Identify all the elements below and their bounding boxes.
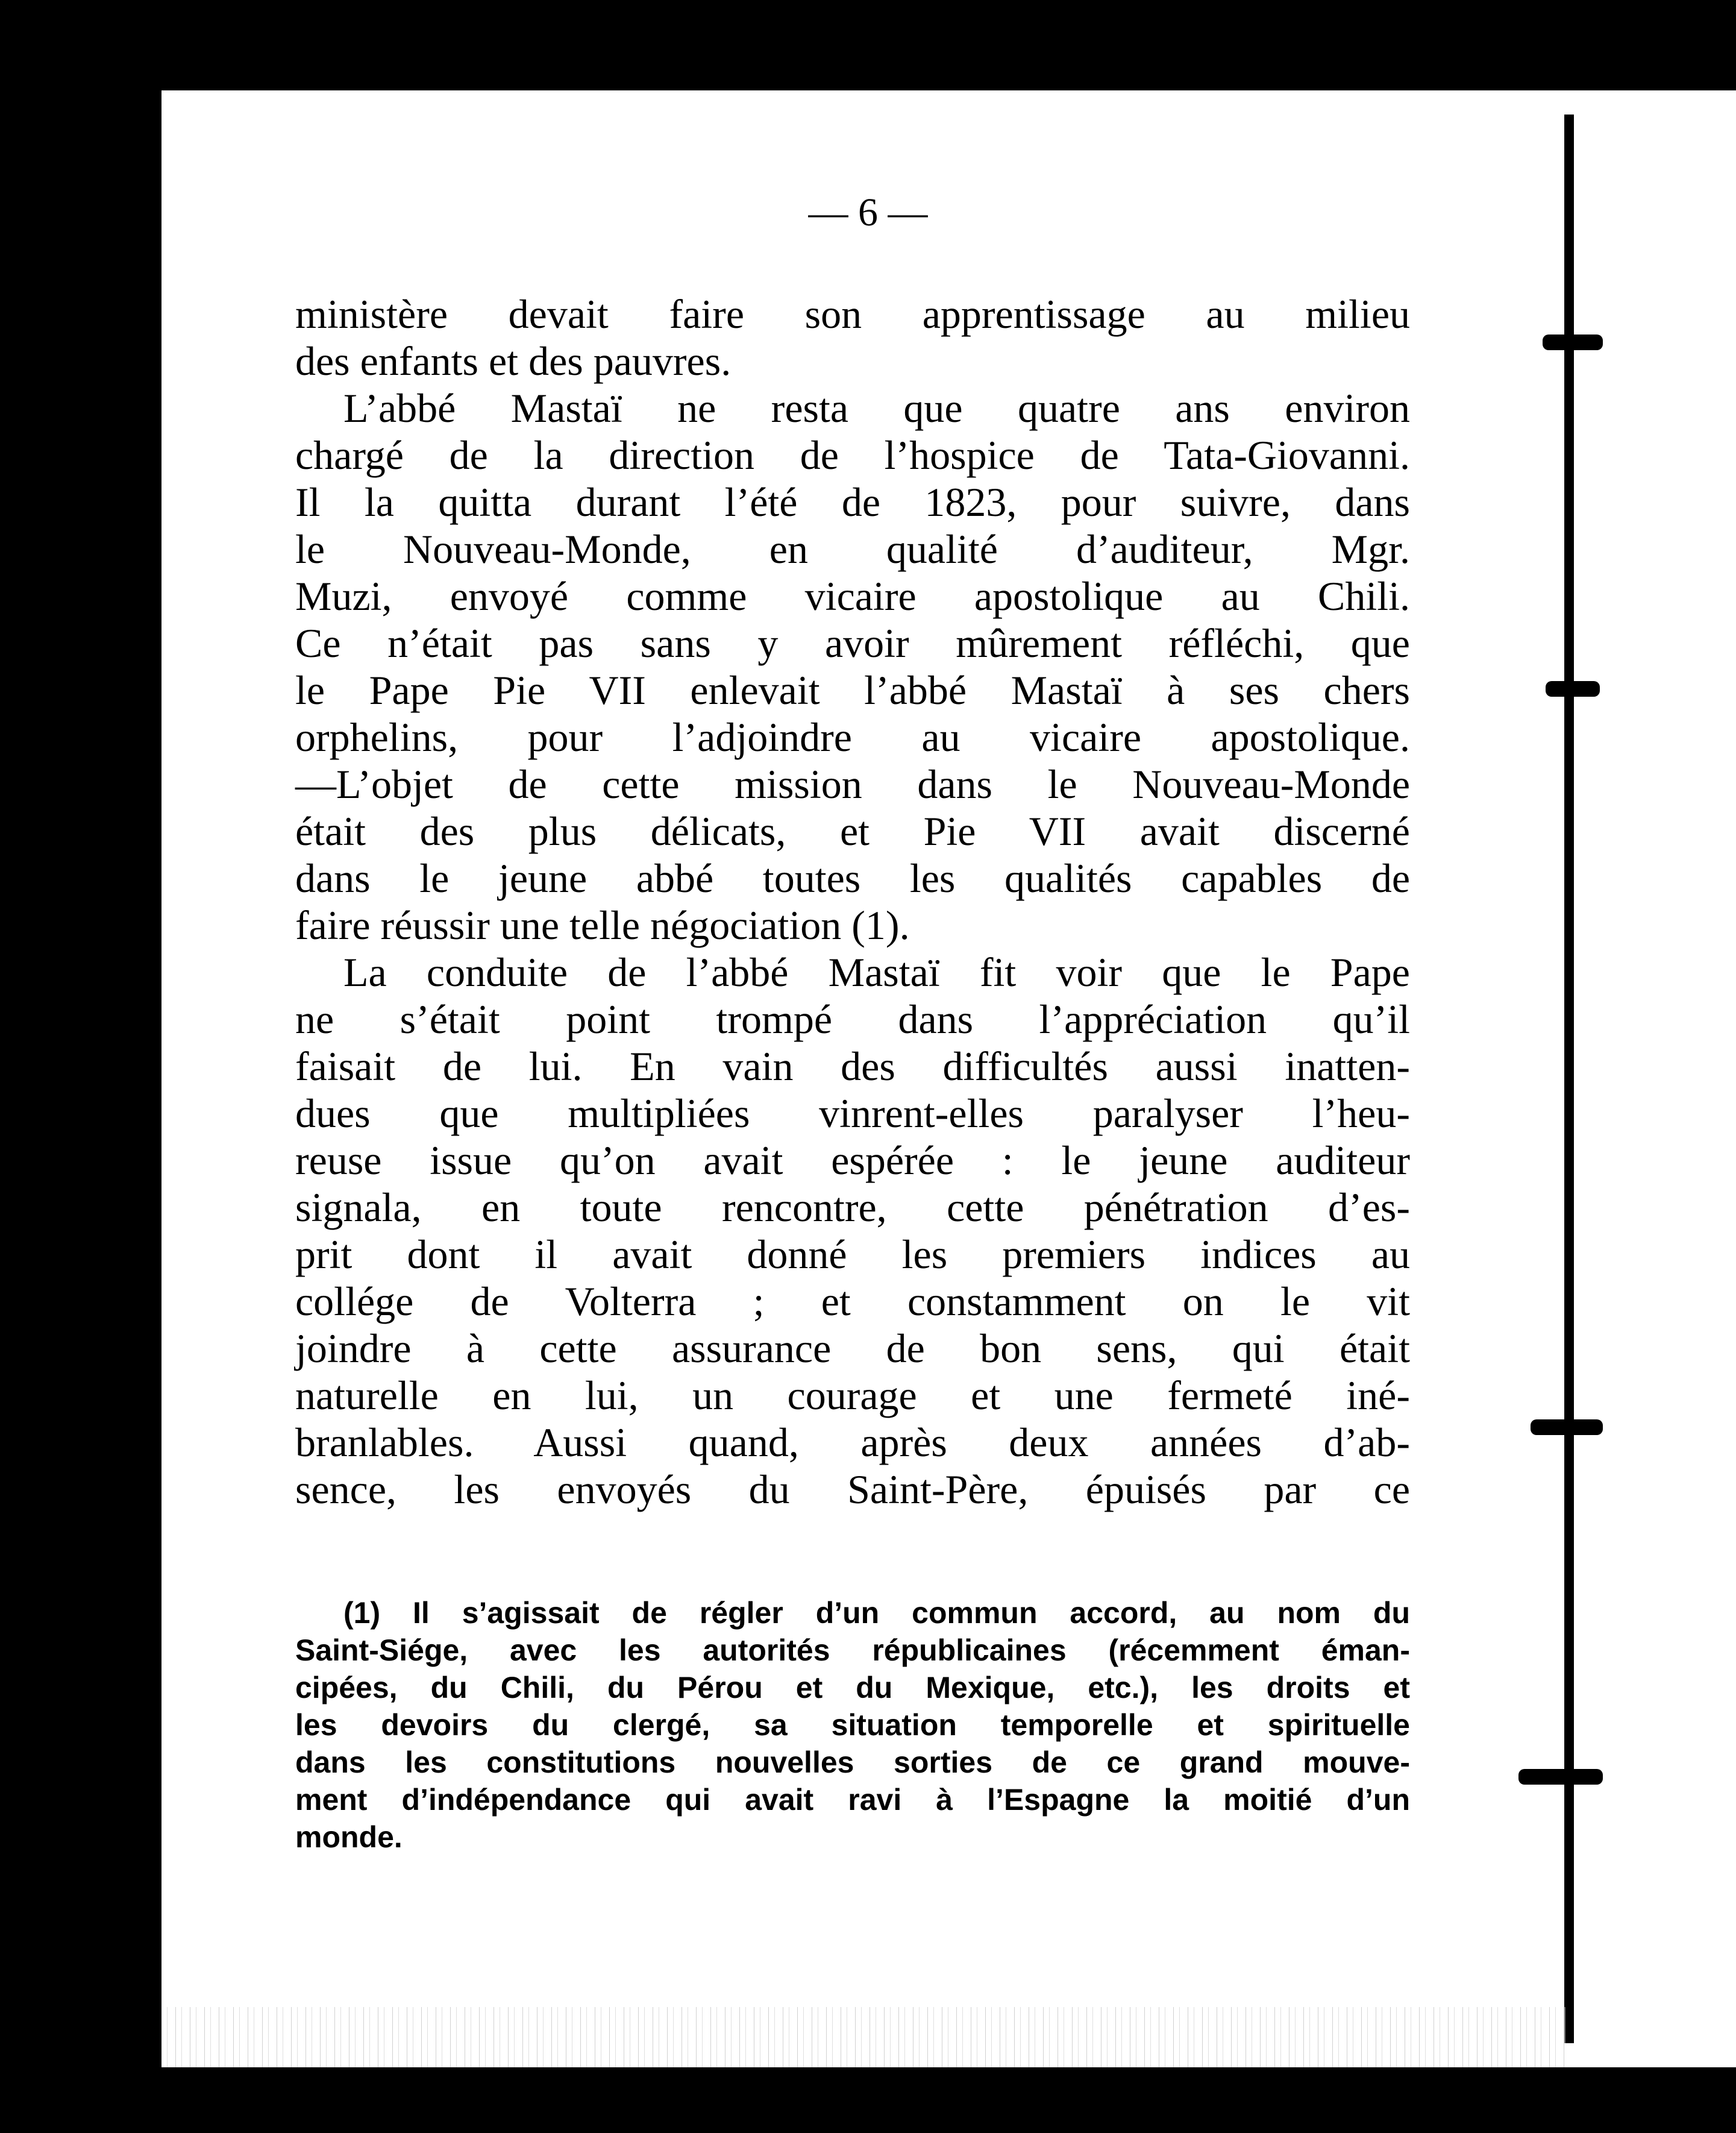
footnote-line: ment d’indépendance qui avait ravi à l’Espagne la moitié d’un — [295, 1783, 1410, 1817]
body-text — [295, 291, 1410, 1513]
binding-stitch — [1546, 681, 1600, 697]
text-line: naturelle en lui, un courage et une fermeté iné- — [295, 1372, 1410, 1418]
text-line: dues que multipliées vinrent-elles paralyser l’heu- — [295, 1090, 1410, 1136]
text-line: le Pape Pie VII enlevait l’abbé Mastaï à ses chers — [295, 667, 1410, 713]
text-line: reuse issue qu’on avait espérée : le jeune auditeur — [295, 1137, 1410, 1183]
text-line: faisait de lui. En vain des difficultés aussi inatten- — [295, 1043, 1410, 1089]
footnote-line: cipées, du Chili, du Pérou et du Mexique, etc.), les droits et — [295, 1671, 1410, 1704]
footnote-line: dans les constitutions nouvelles sorties de ce grand mouve- — [295, 1745, 1410, 1779]
text-line: Il la quitta durant l’été de 1823, pour suivre, dans — [295, 479, 1410, 525]
text-line: ne s’était point trompé dans l’appréciation qu’il — [295, 996, 1410, 1042]
text-line: chargé de la direction de l’hospice de Tata-Giovanni. — [295, 432, 1410, 478]
binding-stitch — [1531, 1419, 1603, 1435]
footnote-line: (1) Il s’agissait de régler d’un commun accord, au nom du — [343, 1596, 1410, 1630]
text-line: sence, les envoyés du Saint-Père, épuisés par ce — [295, 1466, 1410, 1512]
footnote — [295, 1594, 1410, 1856]
text-line: faire réussir une telle négociation (1). — [295, 902, 910, 948]
text-line: dans le jeune abbé toutes les qualités capables de — [295, 855, 1410, 901]
text-line: Ce n’était pas sans y avoir mûrement réfléchi, que — [295, 620, 1410, 666]
page-number: — 6 — — [808, 190, 928, 234]
text-line: La conduite de l’abbé Mastaï fit voir que le Pape — [343, 949, 1410, 995]
footnote-line: monde. — [295, 1820, 403, 1854]
text-line: ministère devait faire son apprentissage au milieu — [295, 291, 1410, 337]
text-line: le Nouveau-Monde, en qualité d’auditeur, Mgr. — [295, 526, 1410, 572]
text-line: collége de Volterra ; et constamment on le vit — [295, 1278, 1410, 1324]
text-line: signala, en toute rencontre, cette pénétration d’es- — [295, 1184, 1410, 1230]
footnote-line: Saint-Siége, avec les autorités républicaines (récemment éman- — [295, 1633, 1410, 1667]
text-line: joindre à cette assurance de bon sens, qui était — [295, 1325, 1410, 1371]
text-line: des enfants et des pauvres. — [295, 338, 732, 384]
text-line: —L’objet de cette mission dans le Nouveau-Monde — [295, 761, 1410, 807]
text-line: L’abbé Mastaï ne resta que quatre ans environ — [343, 385, 1410, 431]
text-line: Muzi, envoyé comme vicaire apostolique au Chili. — [295, 573, 1410, 619]
binding-stitch — [1518, 1769, 1603, 1785]
text-line: branlables. Aussi quand, après deux années d’ab- — [295, 1419, 1410, 1465]
scan-noise — [161, 2007, 1565, 2067]
binding-stitch — [1543, 335, 1603, 350]
text-line: orphelins, pour l’adjoindre au vicaire apostolique. — [295, 714, 1410, 760]
text-line: prit dont il avait donné les premiers indices au — [295, 1231, 1410, 1277]
binding-spine — [1564, 115, 1574, 2043]
text-line: était des plus délicats, et Pie VII avait discerné — [295, 808, 1410, 854]
footnote-line: les devoirs du clergé, sa situation temporelle et spirituelle — [295, 1708, 1410, 1742]
